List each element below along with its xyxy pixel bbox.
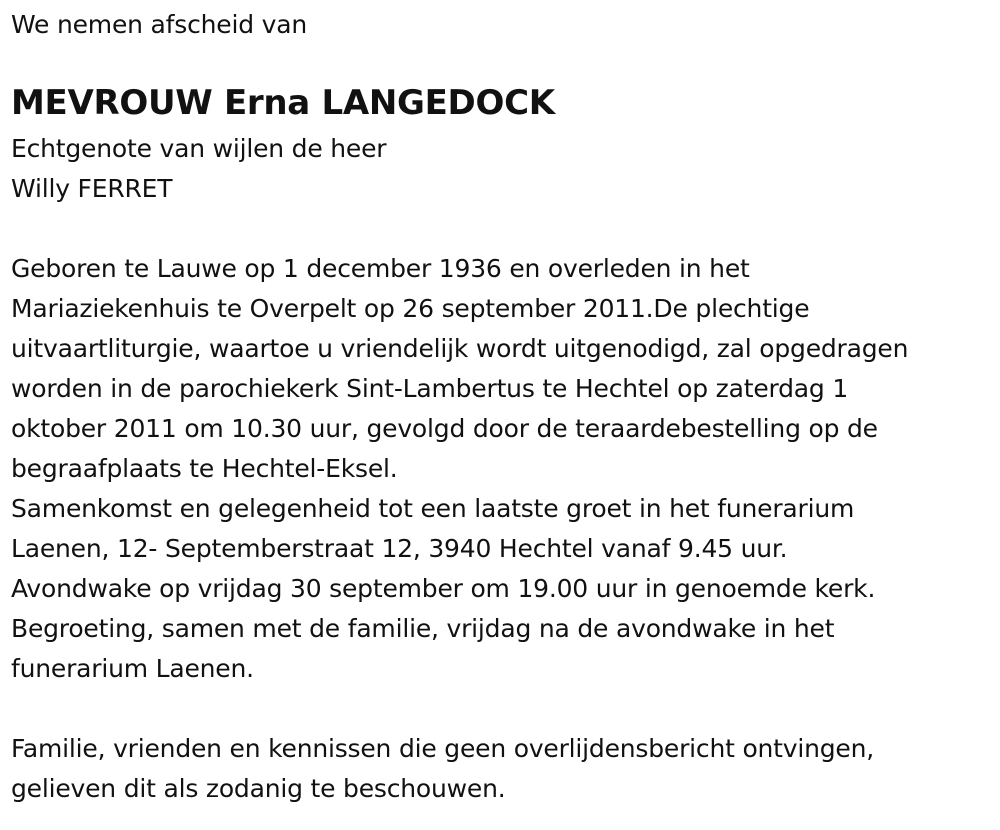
body-line: funerarium Laenen. [11, 654, 254, 683]
body-line: Geboren te Lauwe op 1 december 1936 en overleden in het [11, 254, 750, 283]
closing-text [11, 729, 996, 809]
body-line: Laenen, 12- Septemberstraat 12, 3940 Hechtel vanaf 9.45 uur. [11, 534, 788, 563]
closing-line: Familie, vrienden en kennissen die geen overlijdensbericht ontvingen, [11, 734, 875, 763]
spouse-name: Willy FERRET [11, 174, 173, 203]
body-line: begraafplaats te Hechtel-Eksel. [11, 454, 398, 483]
death-notice [11, 0, 996, 809]
body-line: worden in de parochiekerk Sint-Lambertus te Hechtel op zaterdag 1 [11, 374, 849, 403]
section-divider [11, 689, 996, 729]
body-line: uitvaartliturgie, waartoe u vriendelijk wordt uitgenodigd, zal opgedragen [11, 334, 909, 363]
body-line: Samenkomst en gelegenheid tot een laatste groet in het funerarium [11, 494, 855, 523]
notice-body [11, 249, 996, 689]
intro-text: We nemen afscheid van [11, 10, 307, 39]
body-line: oktober 2011 om 10.30 uur, gevolgd door de teraardebestelling op de [11, 414, 878, 443]
spouse-line: Echtgenote van wijlen de heer [11, 134, 387, 163]
body-line: Mariaziekenhuis te Overpelt op 26 september 2011.De plechtige [11, 294, 810, 323]
body-line: Begroeting, samen met de familie, vrijdag na de avondwake in het [11, 614, 835, 643]
closing-line: gelieven dit als zodanig te beschouwen. [11, 774, 506, 803]
section-divider [11, 209, 996, 249]
body-line: Avondwake op vrijdag 30 september om 19.00 uur in genoemde kerk. [11, 574, 876, 603]
deceased-name: MEVROUW Erna LANGEDOCK [11, 83, 555, 123]
